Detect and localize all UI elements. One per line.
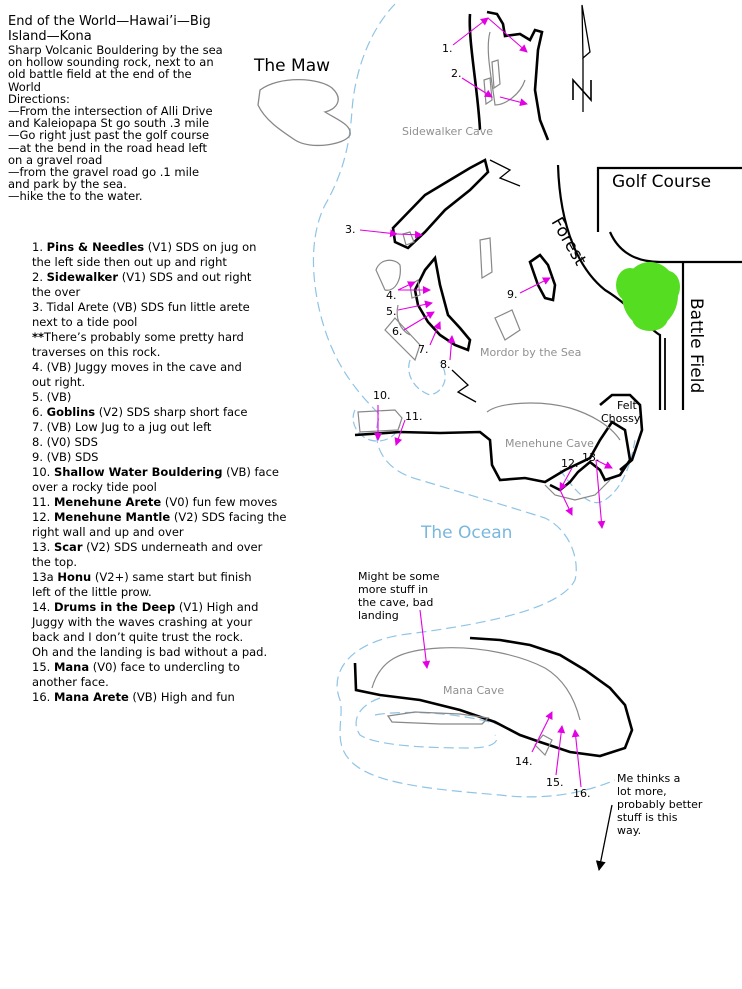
route-number: 7. bbox=[32, 420, 43, 434]
route-row bbox=[32, 390, 287, 405]
route-desc: (VB) bbox=[46, 390, 72, 404]
label-battle-field: Battle Field bbox=[686, 298, 706, 394]
road-inner bbox=[610, 232, 742, 262]
desc-line: old battle field at the end of the bbox=[8, 67, 192, 82]
mordor-rock-9 bbox=[530, 255, 555, 300]
route-desc: right wall and up and over bbox=[32, 525, 184, 539]
route-row bbox=[32, 375, 287, 390]
route-name: Mana Arete bbox=[53, 690, 129, 704]
route-number: 5. bbox=[32, 390, 43, 404]
route-row bbox=[32, 285, 287, 300]
label-forest: Forest bbox=[546, 214, 591, 270]
route-row bbox=[32, 480, 287, 495]
map-marker-14: 14. bbox=[515, 755, 533, 768]
map-marker-9: 9. bbox=[507, 288, 518, 301]
route-desc: Tidal Arete (VB) SDS fun little arete bbox=[46, 300, 250, 314]
route-number: 8. bbox=[32, 435, 43, 449]
map-marker-13: 13. bbox=[582, 451, 600, 464]
route-desc: (V2+) same start but finish bbox=[91, 570, 252, 584]
route-row bbox=[32, 495, 287, 510]
shoreline-inner-2 bbox=[375, 712, 500, 725]
note-line: the cave, bad bbox=[358, 596, 434, 609]
map-marker-6: 6. bbox=[392, 325, 403, 338]
desc-line: World bbox=[8, 79, 41, 94]
route-name: Drums in the Deep bbox=[53, 600, 176, 614]
the-maw-rock bbox=[258, 80, 350, 146]
desc-line: Directions: bbox=[8, 91, 70, 106]
note-line: more stuff in bbox=[358, 583, 429, 596]
tidepool-rock bbox=[358, 410, 402, 432]
route-desc: (VB) face bbox=[222, 465, 280, 479]
label-felt: Felt bbox=[617, 399, 637, 412]
desc-line: Sharp Volcanic Bouldering by the sea bbox=[8, 43, 223, 57]
route-desc: (V2) SDS underneath and over bbox=[82, 540, 263, 554]
map-marker-2: 2. bbox=[451, 67, 462, 80]
map-marker-16: 16. bbox=[573, 787, 591, 800]
map-marker-1: 1. bbox=[442, 42, 453, 55]
route-row bbox=[32, 645, 287, 660]
mordor-main-rock bbox=[415, 258, 470, 350]
route-name: Menehune Arete bbox=[53, 495, 162, 509]
route-row bbox=[32, 450, 287, 465]
label-mana-cave: Mana Cave bbox=[443, 684, 505, 697]
route-desc: (VB) Low Jug to a jug out left bbox=[46, 420, 212, 434]
route-row bbox=[32, 510, 287, 525]
mordor-gray-4 bbox=[480, 238, 492, 278]
route-name: Honu bbox=[57, 570, 92, 584]
sidewalker-pebble bbox=[484, 78, 492, 104]
desc-line: and Kaleiopapa St go south .3 mile bbox=[8, 116, 210, 131]
route-desc: next to a tide pool bbox=[32, 315, 138, 329]
route-row bbox=[32, 330, 287, 345]
route-number: 2. bbox=[32, 270, 43, 284]
mordor-gray-1 bbox=[376, 260, 400, 290]
label-mordor: Mordor by the Sea bbox=[480, 346, 582, 359]
page-title bbox=[8, 14, 211, 44]
shoreline-west bbox=[313, 4, 615, 797]
route-row bbox=[32, 255, 287, 270]
route-row bbox=[32, 240, 287, 255]
desc-line: on a gravel road bbox=[8, 152, 103, 167]
route-row bbox=[32, 435, 287, 450]
route-desc: (V1) SDS on jug on bbox=[144, 240, 257, 254]
route-number: 11. bbox=[32, 495, 51, 509]
desc-line: on hollow sounding rock, next to an bbox=[8, 55, 214, 70]
route-desc: back and I don’t quite trust the rock. bbox=[32, 630, 244, 644]
route-row bbox=[32, 465, 287, 480]
route-desc: the over bbox=[32, 285, 81, 299]
route-desc: (VB) High and fun bbox=[128, 690, 235, 704]
route-number: 9. bbox=[32, 450, 43, 464]
label-golf-course: Golf Course bbox=[612, 172, 712, 192]
route-name: Sidewalker bbox=[46, 270, 119, 284]
tree-icon bbox=[616, 262, 680, 331]
route-name: Mana bbox=[53, 660, 90, 674]
route-desc: (V0) face to undercling to bbox=[89, 660, 240, 674]
sidewalker-inner bbox=[492, 60, 500, 88]
label-menehune-cave: Menehune Cave bbox=[505, 437, 594, 450]
route-desc: (V1) SDS and out right bbox=[118, 270, 252, 284]
route-number: 16. bbox=[32, 690, 51, 704]
route-row bbox=[32, 660, 287, 675]
note-more-stuff bbox=[617, 772, 702, 837]
sidewalker-outline bbox=[488, 32, 525, 105]
route-row bbox=[32, 600, 287, 615]
mordor-gray-3 bbox=[385, 318, 420, 360]
label-the-maw: The Maw bbox=[254, 56, 331, 76]
route-number: 6. bbox=[32, 405, 43, 419]
this-way-arrow bbox=[599, 805, 612, 870]
route-number: 1. bbox=[32, 240, 43, 254]
route-row bbox=[32, 630, 287, 645]
mana-small-rock bbox=[535, 735, 552, 755]
note-line: Might be some bbox=[358, 570, 440, 583]
route-row bbox=[32, 675, 287, 690]
desc-line: —from the gravel road go .1 mile bbox=[8, 165, 200, 180]
route-name: Pins & Needles bbox=[46, 240, 145, 254]
route-row bbox=[32, 405, 287, 420]
map-marker-15: 15. bbox=[546, 776, 564, 789]
map-marker-10: 10. bbox=[373, 389, 391, 402]
note-line: lot more, bbox=[617, 785, 667, 798]
route-row bbox=[32, 570, 287, 585]
route-desc: the left side then out up and right bbox=[32, 255, 227, 269]
map-marker-4: 4. bbox=[386, 289, 397, 302]
desc-line: —From the intersection of Alli Drive bbox=[8, 104, 213, 119]
route-desc: Juggy with the waves crashing at your bbox=[32, 615, 253, 629]
route-desc: traverses on this rock. bbox=[32, 345, 161, 359]
directions-text bbox=[8, 44, 223, 203]
route-desc: (V2) SDS facing the bbox=[170, 510, 287, 524]
route-desc: There’s probably some pretty hard bbox=[44, 330, 244, 344]
map-marker-11: 11. bbox=[405, 410, 423, 423]
title-line-2: Island—Kona bbox=[8, 29, 92, 44]
route-row bbox=[32, 345, 287, 360]
route-row bbox=[32, 585, 287, 600]
note-line: probably better bbox=[617, 798, 703, 811]
route-name: Menehune Mantle bbox=[53, 510, 171, 524]
route-number: 13. bbox=[32, 540, 51, 554]
mana-cave-rock bbox=[355, 638, 632, 756]
route-desc: (V1) High and bbox=[175, 600, 259, 614]
map-break-lower bbox=[452, 370, 476, 402]
route-row bbox=[32, 270, 287, 285]
route-row bbox=[32, 555, 287, 570]
route-row bbox=[32, 690, 287, 705]
route-desc: (V0) fun few moves bbox=[161, 495, 278, 509]
map-marker-5: 5. bbox=[386, 305, 397, 318]
menehune-gray-2 bbox=[545, 480, 610, 500]
label-the-ocean: The Ocean bbox=[421, 523, 513, 543]
route-desc: another face. bbox=[32, 675, 109, 689]
desc-line: —at the bend in the road head left bbox=[8, 140, 208, 155]
route-desc: left of the little prow. bbox=[32, 585, 152, 599]
map-marker-7: 7. bbox=[418, 343, 429, 356]
route-desc: over a rocky tide pool bbox=[32, 480, 157, 494]
sidewalker-cave-wall bbox=[487, 12, 548, 140]
mordor-gray-5 bbox=[495, 310, 520, 340]
route-row bbox=[32, 300, 287, 315]
note-line: way. bbox=[617, 824, 642, 837]
desc-line: —Go right just past the golf course bbox=[8, 128, 210, 143]
route-number: 13a bbox=[32, 570, 54, 584]
route-desc: the top. bbox=[32, 555, 78, 569]
north-arrow bbox=[573, 5, 591, 112]
route-number: 3. bbox=[32, 300, 43, 314]
route-row bbox=[32, 360, 287, 375]
title-line-1: End of the World—Hawai’i—Big bbox=[8, 14, 211, 29]
label-sidewalker-cave: Sidewalker Cave bbox=[402, 125, 494, 138]
route-list bbox=[32, 240, 287, 705]
route-number: 4. bbox=[32, 360, 43, 374]
map-marker-3: 3. bbox=[345, 223, 356, 236]
route-number: 10. bbox=[32, 465, 51, 479]
route-row bbox=[32, 420, 287, 435]
route-desc: out right. bbox=[32, 375, 86, 389]
route-name: Goblins bbox=[46, 405, 96, 419]
note-line: Me thinks a bbox=[617, 772, 681, 785]
route-name: Scar bbox=[53, 540, 83, 554]
desc-line: and park by the sea. bbox=[8, 177, 127, 192]
map-marker-12: 12. bbox=[561, 457, 579, 470]
desc-line: —hike the to the water. bbox=[8, 189, 143, 204]
note-line: stuff is this bbox=[617, 811, 678, 824]
route-desc: (VB) SDS bbox=[46, 450, 99, 464]
label-chossy: Chossy bbox=[601, 412, 641, 425]
route-name: Shallow Water Bouldering bbox=[53, 465, 223, 479]
route-row bbox=[32, 615, 287, 630]
route-number: 14. bbox=[32, 600, 51, 614]
route-row bbox=[32, 525, 287, 540]
route-desc: (V0) SDS bbox=[46, 435, 98, 449]
route-row bbox=[32, 540, 287, 555]
route-desc: Oh and the landing is bad without a pad. bbox=[32, 645, 268, 659]
note-cave-stuff bbox=[358, 570, 440, 622]
route-number: 12. bbox=[32, 510, 51, 524]
route-row bbox=[32, 315, 287, 330]
route-number: 15. bbox=[32, 660, 51, 674]
route-desc: (V2) SDS sharp short face bbox=[95, 405, 248, 419]
map-break-upper bbox=[490, 160, 520, 186]
route-name: ** bbox=[32, 330, 45, 344]
route-desc: (VB) Juggy moves in the cave and bbox=[46, 360, 242, 374]
note-line: landing bbox=[358, 609, 399, 622]
map-marker-8: 8. bbox=[440, 358, 451, 371]
